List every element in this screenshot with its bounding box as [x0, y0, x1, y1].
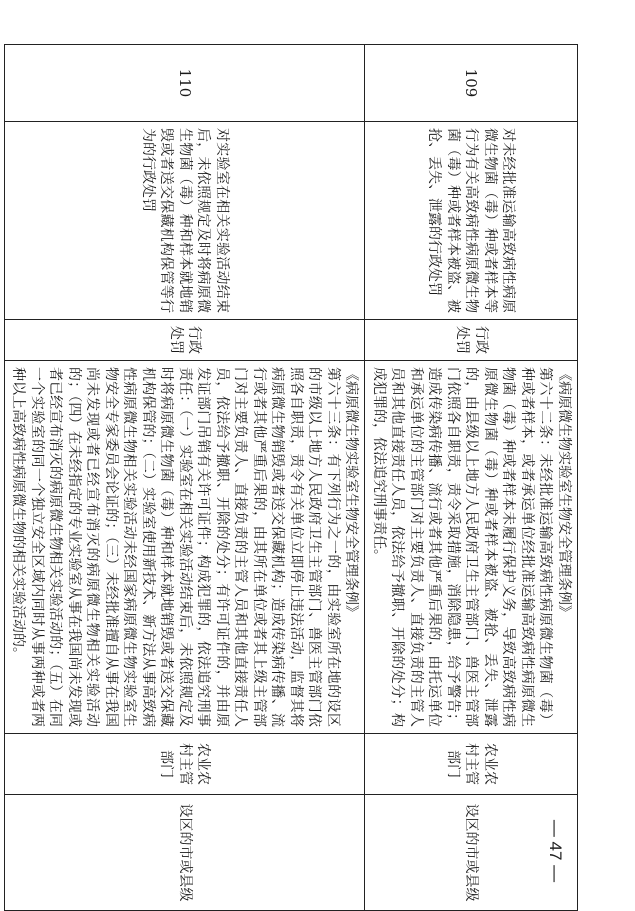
item-kind: 行政处罚: [365, 320, 578, 361]
basis-text: 第六十二条：未经批准运输高致病性病原微生物菌（毒）种或者样本，或者承运单位经批准运输高致病性病原微生物菌（毒）种或者样本未履行保护义务，导致高致病性病原微生物菌（毒）种或者样本被盗、被抢、丢失、泄露的，由县级以上地方人民政府卫生主管部门、兽医主管部门依照各自职责，责令采取措施，消除隐患，给予警告；造成传染病传播、流行或者其他严重后果的，由托运单位和承运单位的主管部门对主要负责人、直接负责的主管人员和其他直接责任人员，依法给予撤职、开除的处分；构成犯罪的，依法追究刑事责任。: [371, 367, 554, 727]
legal-basis: [365, 361, 578, 734]
item-name: 对未经批准运输高致病性病原微生物菌（毒）种或者样本等行为有关高致病性病原微生物菌（毒）种或者样本被盗、被抢、丢失、泄露的行政处罚: [365, 122, 578, 320]
legal-basis: [5, 361, 366, 734]
responsible-department: 农业农村主管部门: [5, 734, 366, 795]
row-number: 109: [365, 45, 578, 122]
table-row: [5, 45, 366, 911]
item-name: 对实验室在相关实验活动结束后，未依照规定及时将病原微生物菌（毒）种和样本就地销毁或者送交保藏机构保管等行为的行政处罚: [5, 122, 366, 320]
penalty-table: [4, 44, 578, 911]
responsible-department: 农业农村主管部门: [365, 734, 578, 795]
implementation-level: 设区的市或县级: [5, 795, 366, 911]
item-kind: 行政处罚: [5, 320, 366, 361]
page-number: — 47 —: [546, 819, 565, 883]
implementation-level: 设区的市或县级: [365, 795, 578, 911]
row-number: 110: [5, 45, 366, 122]
basis-text: 第六十三条：有下列行为之一的，由实验室所在地的设区的市级以上地方人民政府卫生主管部门、兽医主管部门依照各自职责，责令有关单位立即停止违法活动，监督其将病原微生物销毁或者送交保藏机构；造成传染病传播、流行或者其他严重后果的，由其所在单位或者其上级主管部门对主要负责人、直接负责的主管人员和其他直接责任人员，依法给予撤职、开除的处分；有许可证件的，并由原发证部门吊销有关许可证件；构成犯罪的，依法追究刑事责任：（一）实验室在相关实验活动结束后，未依照规定及时将病原微生物菌（毒）种和样本就地销毁或者送交保藏机构保管的；（二）实验室使用新技术、新方法从事高致病性病原微生物相关实验活动未经国家病原微生物实验室生物安全专家委员会论证的；（三）未经批准擅自从事在我国尚未发现或者已经宣布消灭的病原微生物相关实验活动的；（四）在未经指定的专业实验室从事在我国尚未发现或者已经宣布消灭的病原微生物相关实验活动的；（五）在同一个实验室的同一个独立安全区域内同时从事两种或者两种以上高致病性病原微生物的相关实验活动的。: [10, 367, 341, 727]
table-row: [365, 45, 578, 911]
basis-title: 《病原微生物实验室生物安全管理条例》: [343, 367, 360, 619]
basis-title: 《病原微生物实验室生物安全管理条例》: [556, 367, 572, 619]
